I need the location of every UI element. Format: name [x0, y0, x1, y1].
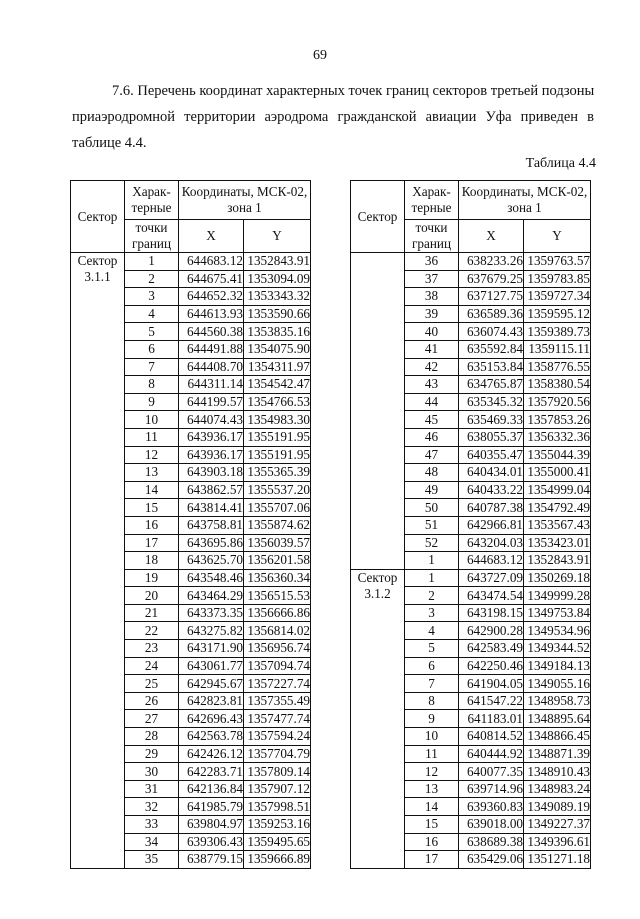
point-cell: 12 [405, 763, 459, 781]
point-cell: 13 [125, 464, 179, 482]
point-cell: 52 [405, 534, 459, 552]
point-cell: 27 [125, 710, 179, 728]
point-cell: 25 [125, 675, 179, 693]
point-cell: 1 [405, 552, 459, 570]
table-row [71, 253, 311, 271]
x-cell: 635592.84 [459, 340, 524, 358]
x-cell: 641904.05 [459, 675, 524, 693]
y-cell: 1357853.26 [524, 411, 591, 429]
y-cell: 1353343.32 [244, 288, 311, 306]
x-cell: 643862.57 [179, 481, 244, 499]
y-cell: 1348958.73 [524, 692, 591, 710]
point-cell: 10 [125, 411, 179, 429]
point-cell: 45 [405, 411, 459, 429]
point-cell: 13 [405, 780, 459, 798]
x-cell: 639018.00 [459, 816, 524, 834]
point-cell: 17 [125, 534, 179, 552]
y-cell: 1355191.95 [244, 446, 311, 464]
y-cell: 1354999.04 [524, 481, 591, 499]
y-cell: 1353835.16 [244, 323, 311, 341]
y-cell: 1354792.49 [524, 499, 591, 517]
y-cell: 1355365.39 [244, 464, 311, 482]
header-sector: Сектор [71, 181, 125, 253]
coordinates-table-left [70, 180, 311, 869]
point-cell: 30 [125, 763, 179, 781]
x-cell: 641183.01 [459, 710, 524, 728]
point-cell: 48 [405, 464, 459, 482]
x-cell: 638055.37 [459, 428, 524, 446]
point-cell: 9 [405, 710, 459, 728]
table-row [351, 253, 591, 271]
x-cell: 642426.12 [179, 745, 244, 763]
point-cell: 6 [405, 657, 459, 675]
y-cell: 1349534.96 [524, 622, 591, 640]
point-cell: 44 [405, 393, 459, 411]
point-cell: 6 [125, 340, 179, 358]
x-cell: 643625.70 [179, 552, 244, 570]
x-cell: 643814.41 [179, 499, 244, 517]
y-cell: 1359115.11 [524, 340, 591, 358]
point-cell: 49 [405, 481, 459, 499]
x-cell: 641985.79 [179, 798, 244, 816]
point-cell: 5 [125, 323, 179, 341]
point-cell: 5 [405, 640, 459, 658]
y-cell: 1356666.86 [244, 604, 311, 622]
header-points-bottom: точки границ [125, 220, 179, 253]
x-cell: 640433.22 [459, 481, 524, 499]
point-cell: 7 [125, 358, 179, 376]
x-cell: 637679.25 [459, 270, 524, 288]
point-cell: 23 [125, 640, 179, 658]
y-cell: 1359727.34 [524, 288, 591, 306]
y-cell: 1349999.28 [524, 587, 591, 605]
y-cell: 1357594.24 [244, 728, 311, 746]
x-cell: 642966.81 [459, 516, 524, 534]
y-cell: 1349184.13 [524, 657, 591, 675]
y-cell: 1353567.43 [524, 516, 591, 534]
point-cell: 2 [405, 587, 459, 605]
table-row [351, 569, 591, 587]
x-cell: 644683.12 [459, 552, 524, 570]
point-cell: 31 [125, 780, 179, 798]
y-cell: 1357998.51 [244, 798, 311, 816]
y-cell: 1348871.39 [524, 745, 591, 763]
point-cell: 21 [125, 604, 179, 622]
coordinates-table-right [350, 180, 591, 869]
x-cell: 643373.35 [179, 604, 244, 622]
x-cell: 643198.15 [459, 604, 524, 622]
point-cell: 8 [125, 376, 179, 394]
x-cell: 644199.57 [179, 393, 244, 411]
x-cell: 637127.75 [459, 288, 524, 306]
x-cell: 643548.46 [179, 569, 244, 587]
y-cell: 1357704.79 [244, 745, 311, 763]
point-cell: 4 [125, 305, 179, 323]
point-cell: 46 [405, 428, 459, 446]
y-cell: 1356332.36 [524, 428, 591, 446]
point-cell: 19 [125, 569, 179, 587]
point-cell: 12 [125, 446, 179, 464]
y-cell: 1359666.89 [244, 851, 311, 869]
y-cell: 1357227.74 [244, 675, 311, 693]
x-cell: 640444.92 [459, 745, 524, 763]
x-cell: 640814.52 [459, 728, 524, 746]
x-cell: 644613.93 [179, 305, 244, 323]
point-cell: 36 [405, 253, 459, 271]
y-cell: 1358776.55 [524, 358, 591, 376]
point-cell: 29 [125, 745, 179, 763]
sector-cell: Сектор 3.1.1 [71, 253, 125, 869]
y-cell: 1359763.57 [524, 253, 591, 271]
point-cell: 47 [405, 446, 459, 464]
y-cell: 1355000.41 [524, 464, 591, 482]
x-cell: 636074.43 [459, 323, 524, 341]
y-cell: 1357809.14 [244, 763, 311, 781]
point-cell: 1 [125, 253, 179, 271]
x-cell: 641547.22 [459, 692, 524, 710]
y-cell: 1353094.09 [244, 270, 311, 288]
y-cell: 1354542.47 [244, 376, 311, 394]
intro-paragraph [72, 78, 594, 156]
x-cell: 643171.90 [179, 640, 244, 658]
y-cell: 1349753.84 [524, 604, 591, 622]
y-cell: 1355874.62 [244, 516, 311, 534]
y-cell: 1357094.74 [244, 657, 311, 675]
y-cell: 1357907.12 [244, 780, 311, 798]
x-cell: 644560.38 [179, 323, 244, 341]
y-cell: 1355707.06 [244, 499, 311, 517]
x-cell: 643061.77 [179, 657, 244, 675]
x-cell: 635469.33 [459, 411, 524, 429]
point-cell: 1 [405, 569, 459, 587]
x-cell: 643464.29 [179, 587, 244, 605]
table-caption: Таблица 4.4 [525, 156, 596, 171]
point-cell: 3 [125, 288, 179, 306]
point-cell: 15 [125, 499, 179, 517]
y-cell: 1359595.12 [524, 305, 591, 323]
paragraph-line: приаэродромной территории аэродрома гражданской авиации Уфа приведен в [72, 109, 594, 125]
point-cell: 7 [405, 675, 459, 693]
point-cell: 8 [405, 692, 459, 710]
x-cell: 640434.01 [459, 464, 524, 482]
sector-cell: Сектор 3.1.2 [351, 569, 405, 868]
header-sector: Сектор [351, 181, 405, 253]
x-cell: 642583.49 [459, 640, 524, 658]
x-cell: 642283.71 [179, 763, 244, 781]
x-cell: 643936.17 [179, 428, 244, 446]
y-cell: 1358380.54 [524, 376, 591, 394]
y-cell: 1353423.01 [524, 534, 591, 552]
point-cell: 39 [405, 305, 459, 323]
y-cell: 1356360.34 [244, 569, 311, 587]
y-cell: 1349396.61 [524, 833, 591, 851]
y-cell: 1359389.73 [524, 323, 591, 341]
point-cell: 38 [405, 288, 459, 306]
x-cell: 642563.78 [179, 728, 244, 746]
x-cell: 639306.43 [179, 833, 244, 851]
point-cell: 41 [405, 340, 459, 358]
x-cell: 635345.32 [459, 393, 524, 411]
header-coords: Координаты, МСК-02, зона 1 [179, 181, 311, 220]
x-cell: 634765.87 [459, 376, 524, 394]
y-cell: 1355537.20 [244, 481, 311, 499]
header-coords: Координаты, МСК-02, зона 1 [459, 181, 591, 220]
y-cell: 1348983.24 [524, 780, 591, 798]
point-cell: 51 [405, 516, 459, 534]
y-cell: 1348910.43 [524, 763, 591, 781]
x-cell: 643936.17 [179, 446, 244, 464]
y-cell: 1349055.16 [524, 675, 591, 693]
y-cell: 1348866.45 [524, 728, 591, 746]
x-cell: 644311.14 [179, 376, 244, 394]
point-cell: 3 [405, 604, 459, 622]
x-cell: 642945.67 [179, 675, 244, 693]
point-cell: 28 [125, 728, 179, 746]
point-cell: 18 [125, 552, 179, 570]
y-cell: 1348895.64 [524, 710, 591, 728]
x-cell: 643204.03 [459, 534, 524, 552]
point-cell: 33 [125, 816, 179, 834]
y-cell: 1349344.52 [524, 640, 591, 658]
x-cell: 643695.86 [179, 534, 244, 552]
x-cell: 643474.54 [459, 587, 524, 605]
y-cell: 1354983.30 [244, 411, 311, 429]
y-cell: 1354766.53 [244, 393, 311, 411]
y-cell: 1357477.74 [244, 710, 311, 728]
point-cell: 10 [405, 728, 459, 746]
point-cell: 11 [405, 745, 459, 763]
x-cell: 642250.46 [459, 657, 524, 675]
x-cell: 640077.35 [459, 763, 524, 781]
y-cell: 1351271.18 [524, 851, 591, 869]
y-cell: 1356039.57 [244, 534, 311, 552]
x-cell: 643275.82 [179, 622, 244, 640]
point-cell: 37 [405, 270, 459, 288]
y-cell: 1356956.74 [244, 640, 311, 658]
x-cell: 643758.81 [179, 516, 244, 534]
y-cell: 1354075.90 [244, 340, 311, 358]
x-cell: 644074.43 [179, 411, 244, 429]
point-cell: 4 [405, 622, 459, 640]
point-cell: 32 [125, 798, 179, 816]
sector-cell [351, 253, 405, 570]
x-cell: 642696.43 [179, 710, 244, 728]
y-cell: 1352843.91 [244, 253, 311, 271]
y-cell: 1357920.56 [524, 393, 591, 411]
y-cell: 1355191.95 [244, 428, 311, 446]
x-cell: 635429.06 [459, 851, 524, 869]
x-cell: 644652.32 [179, 288, 244, 306]
point-cell: 22 [125, 622, 179, 640]
page-number: 69 [313, 48, 327, 63]
y-cell: 1359253.16 [244, 816, 311, 834]
y-cell: 1356814.02 [244, 622, 311, 640]
y-cell: 1349227.37 [524, 816, 591, 834]
x-cell: 644491.88 [179, 340, 244, 358]
point-cell: 2 [125, 270, 179, 288]
y-cell: 1350269.18 [524, 569, 591, 587]
header-points-top: Харак-терные [405, 181, 459, 220]
x-cell: 640787.38 [459, 499, 524, 517]
x-cell: 639714.96 [459, 780, 524, 798]
x-cell: 642900.28 [459, 622, 524, 640]
point-cell: 20 [125, 587, 179, 605]
y-cell: 1355044.39 [524, 446, 591, 464]
y-cell: 1354311.97 [244, 358, 311, 376]
y-cell: 1357355.49 [244, 692, 311, 710]
x-cell: 638233.26 [459, 253, 524, 271]
y-cell: 1349089.19 [524, 798, 591, 816]
y-cell: 1353590.66 [244, 305, 311, 323]
x-cell: 644675.41 [179, 270, 244, 288]
x-cell: 642823.81 [179, 692, 244, 710]
y-cell: 1352843.91 [524, 552, 591, 570]
header-x: X [179, 220, 244, 253]
header-y: Y [244, 220, 311, 253]
point-cell: 11 [125, 428, 179, 446]
point-cell: 40 [405, 323, 459, 341]
point-cell: 15 [405, 816, 459, 834]
point-cell: 16 [405, 833, 459, 851]
x-cell: 643727.09 [459, 569, 524, 587]
y-cell: 1359495.65 [244, 833, 311, 851]
header-y: Y [524, 220, 591, 253]
point-cell: 17 [405, 851, 459, 869]
x-cell: 644683.12 [179, 253, 244, 271]
point-cell: 34 [125, 833, 179, 851]
point-cell: 42 [405, 358, 459, 376]
header-points-bottom: точки границ [405, 220, 459, 253]
x-cell: 640355.47 [459, 446, 524, 464]
paragraph-line: 7.6. Перечень координат характерных точек границ секторов третьей подзоны [112, 83, 595, 99]
x-cell: 635153.84 [459, 358, 524, 376]
point-cell: 43 [405, 376, 459, 394]
x-cell: 636589.36 [459, 305, 524, 323]
point-cell: 24 [125, 657, 179, 675]
x-cell: 639804.97 [179, 816, 244, 834]
x-cell: 639360.83 [459, 798, 524, 816]
point-cell: 14 [405, 798, 459, 816]
x-cell: 644408.70 [179, 358, 244, 376]
point-cell: 35 [125, 851, 179, 869]
x-cell: 638779.15 [179, 851, 244, 869]
point-cell: 14 [125, 481, 179, 499]
point-cell: 50 [405, 499, 459, 517]
header-points-top: Харак-терные [125, 181, 179, 220]
point-cell: 26 [125, 692, 179, 710]
x-cell: 643903.18 [179, 464, 244, 482]
y-cell: 1359783.85 [524, 270, 591, 288]
paragraph-line: таблице 4.4. [72, 135, 147, 151]
header-x: X [459, 220, 524, 253]
point-cell: 9 [125, 393, 179, 411]
x-cell: 638689.38 [459, 833, 524, 851]
x-cell: 642136.84 [179, 780, 244, 798]
point-cell: 16 [125, 516, 179, 534]
y-cell: 1356201.58 [244, 552, 311, 570]
y-cell: 1356515.53 [244, 587, 311, 605]
